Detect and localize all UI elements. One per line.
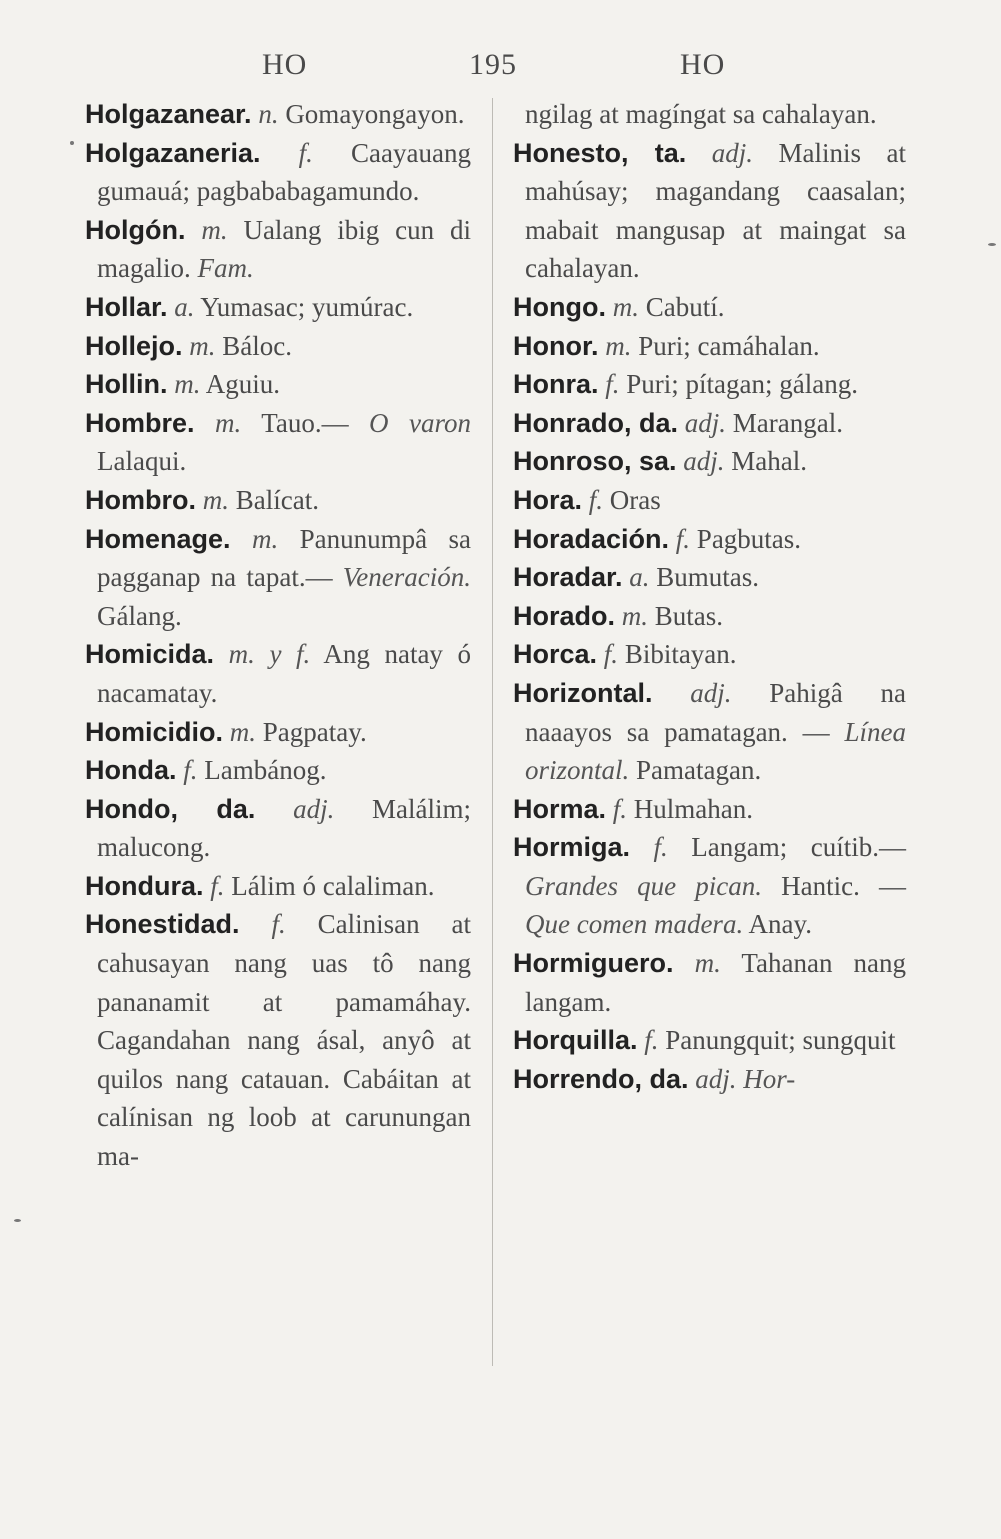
grammar-label: n.: [258, 99, 279, 129]
grammar-label: f.: [183, 755, 198, 786]
italic-phrase: Grandes que pican.: [525, 870, 762, 901]
dictionary-entry: [85, 481, 471, 520]
headword: Horizontal.: [513, 677, 653, 708]
dictionary-entry: [513, 944, 906, 1021]
dictionary-entry: [513, 134, 906, 288]
grammar-label: f.: [644, 1025, 659, 1056]
definition-text: Puri; camáhalan.: [638, 330, 820, 361]
definition-text: Calinisan at cahusayan nang uas tô nang pananamit at pamamáhay. Cagandahan nang ásal, anyô at quilos nang catauan. Cabáitan at calínisan ng loob at carunungan ma-: [97, 909, 472, 1172]
grammar-label: f.: [271, 909, 286, 940]
headword: Honda.: [85, 755, 177, 786]
definition-text: Hantic. —: [781, 870, 906, 901]
grammar-label: m.: [229, 716, 257, 747]
definition-text: Malálim; malucong.: [97, 793, 471, 863]
dictionary-entry: [85, 134, 471, 211]
grammar-label: adj.: [711, 137, 754, 168]
headword: Homenage.: [85, 523, 231, 554]
definition-text: Bumutas.: [656, 562, 760, 593]
dictionary-entry: [85, 713, 471, 752]
dictionary-entry: [513, 1021, 906, 1060]
definition-text: Pahigâ na naaayos sa pamatagan. —: [525, 677, 906, 747]
dictionary-entry: [85, 95, 471, 134]
definition-text: Mahal.: [731, 446, 808, 477]
definition-text: Pamatagan.: [636, 755, 762, 786]
headword: Hora.: [513, 484, 583, 515]
headword: Horadar.: [513, 562, 623, 593]
dictionary-entry: [513, 404, 906, 443]
definition-text: Hulmahan.: [633, 793, 754, 824]
dictionary-entry: [513, 365, 906, 404]
headword: Horrendo, da.: [513, 1063, 689, 1094]
headword: Honroso, sa.: [513, 446, 677, 477]
headword: Horado.: [513, 600, 616, 631]
definition-text: Panungquit; sungquit: [665, 1025, 896, 1056]
dictionary-entry: [513, 442, 906, 481]
definition-text: Caayauang gumauá; pagbababagamundo.: [97, 137, 471, 207]
italic-phrase: Que comen madera.: [525, 909, 744, 940]
page-header: [0, 48, 1001, 88]
dictionary-entry: [85, 365, 471, 404]
grammar-label: m. y f.: [228, 639, 311, 670]
dictionary-entry: [85, 327, 471, 366]
definition-text: Gomayongayon.: [285, 99, 465, 129]
page-number: 195: [469, 48, 517, 81]
grammar-label: f.: [588, 484, 604, 515]
headword: Hollin.: [85, 369, 168, 400]
definition-text: Butas.: [654, 600, 724, 631]
definition-text: Báloc.: [222, 330, 292, 361]
column-divider: [492, 98, 493, 1366]
definition-text: Panunumpâ sa pagganap na tapat.—: [97, 523, 471, 593]
dictionary-entry: [513, 558, 906, 597]
headword: Hongo.: [513, 291, 606, 322]
headword: Homicida.: [85, 639, 215, 670]
italic-phrase: Línea orizontal.: [525, 716, 907, 786]
definition-text: Cabutí.: [645, 291, 725, 322]
definition-text: Oras: [609, 484, 661, 515]
continued-text: ngilag at magíngat sa cahalayan.: [525, 99, 877, 129]
dictionary-entry: [513, 674, 906, 790]
headword: Homicidio.: [85, 716, 224, 747]
dictionary-entry: [85, 520, 471, 636]
grammar-label: a.: [629, 562, 650, 593]
headword: Honor.: [513, 330, 599, 361]
grammar-label: f.: [298, 137, 313, 168]
headword: Honesto, ta.: [513, 137, 687, 168]
header-right-guide-word: HO: [680, 48, 726, 81]
grammar-label: m.: [694, 948, 721, 979]
dictionary-entry: [513, 828, 906, 944]
italic-phrase: Hor-: [743, 1063, 796, 1094]
definition-text: Yumasac; yumúrac.: [200, 291, 414, 322]
definition-text: Gálang.: [97, 600, 182, 631]
definition-text: Pagpatay.: [262, 716, 367, 747]
dictionary-entry: [513, 1060, 906, 1099]
left-column: [85, 95, 471, 1176]
definition-text: Lalaqui.: [97, 446, 187, 477]
headword: Hormiga.: [513, 832, 631, 863]
dictionary-entry: [85, 288, 471, 327]
dictionary-entry: [85, 867, 471, 906]
grammar-label: m.: [612, 291, 639, 322]
definition-text: Pagbutas.: [696, 523, 802, 554]
dictionary-entry: [85, 635, 471, 712]
headword: Horma.: [513, 793, 607, 824]
dictionary-entry: [513, 520, 906, 559]
print-speck: [14, 1219, 21, 1222]
headword: Holgazanear.: [85, 99, 252, 129]
grammar-label: m.: [605, 330, 632, 361]
grammar-label: m.: [174, 369, 201, 400]
grammar-label: m.: [251, 523, 279, 554]
grammar-label: adj.: [690, 677, 732, 708]
italic-phrase: O varon: [369, 407, 471, 438]
dictionary-entry: [513, 95, 906, 134]
grammar-label: m.: [189, 330, 216, 361]
italic-phrase: Fam.: [197, 253, 254, 284]
headword: Honra.: [513, 369, 599, 400]
definition-text: Ualang ibig cun di magalio.: [97, 214, 471, 284]
grammar-label: f.: [605, 369, 620, 400]
dictionary-entry: [85, 790, 471, 867]
headword: Hollejo.: [85, 330, 183, 361]
grammar-label: f.: [603, 639, 619, 670]
dictionary-entry: [513, 597, 906, 636]
definition-text: Langam; cuítib.—: [691, 832, 906, 863]
headword: Horadación.: [513, 523, 670, 554]
grammar-label: adj.: [695, 1063, 737, 1094]
dictionary-entry: [85, 211, 471, 288]
definition-text: Balícat.: [235, 484, 319, 515]
headword: Holgazaneria.: [85, 137, 261, 168]
definition-text: Malinis at mahúsay; magandang caasalan; mabait mangusap at maingat sa cahalayan.: [525, 137, 907, 284]
grammar-label: a.: [174, 291, 195, 322]
definition-text: Lálim ó calaliman.: [231, 870, 435, 901]
grammar-label: f.: [612, 793, 628, 824]
headword: Hormiguero.: [513, 948, 674, 979]
headword: Hollar.: [85, 291, 168, 322]
grammar-label: m.: [202, 484, 229, 515]
grammar-label: m.: [621, 600, 649, 631]
dictionary-entry: [85, 751, 471, 790]
grammar-label: adj.: [684, 407, 727, 438]
dictionary-entry: [513, 288, 906, 327]
headword: Hondura.: [85, 870, 204, 901]
grammar-label: m.: [201, 214, 228, 245]
definition-text: Puri; pítagan; gálang.: [626, 369, 858, 400]
grammar-label: m.: [215, 407, 242, 438]
dictionary-entry: [85, 404, 471, 481]
headword: Hondo, da.: [85, 793, 256, 824]
header-left-guide-word: HO: [262, 48, 308, 81]
dictionary-entry: [513, 327, 906, 366]
headword: Honestidad.: [85, 909, 240, 940]
italic-phrase: Veneración.: [342, 562, 472, 593]
grammar-label: adj.: [293, 793, 335, 824]
definition-text: Marangal.: [732, 407, 843, 438]
headword: Hombro.: [85, 484, 196, 515]
definition-text: Aguiu.: [205, 369, 281, 400]
definition-text: Lambánog.: [204, 755, 327, 786]
definition-text: Tahanan nang langam.: [525, 948, 907, 1017]
dictionary-entry: [513, 790, 906, 829]
grammar-label: f.: [675, 523, 691, 554]
headword: Horca.: [513, 639, 598, 670]
dictionary-entry: [513, 635, 906, 674]
grammar-label: f.: [653, 832, 668, 863]
headword: Horquilla.: [513, 1025, 638, 1056]
headword: Honrado, da.: [513, 407, 679, 438]
dictionary-entry: [85, 905, 471, 1175]
print-speck: [70, 141, 74, 145]
dictionary-entry: [513, 481, 906, 520]
print-speck: [988, 243, 996, 246]
grammar-label: f.: [210, 870, 225, 901]
headword: Hombre.: [85, 407, 195, 438]
grammar-label: adj.: [683, 446, 725, 477]
definition-text: Ang natay ó nacamatay.: [97, 639, 472, 708]
right-column: [513, 95, 906, 1098]
definition-text: Anay.: [748, 909, 812, 940]
definition-text: Tauo.—: [261, 407, 349, 438]
headword: Holgón.: [85, 214, 186, 245]
definition-text: Bibitayan.: [624, 639, 737, 670]
